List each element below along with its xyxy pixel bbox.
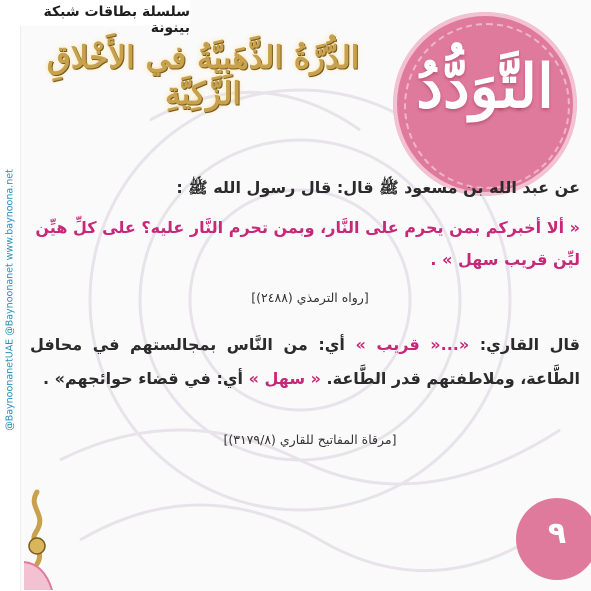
page-number: ٩: [547, 516, 567, 551]
qari-text-1: أي: من النَّاس بمجالستهم في محافل الطَّاعة، وملاطفتهم قدر الطَّاعة.: [30, 335, 580, 388]
hadith-text: « ألا أخبركم بمن يحرم على النَّار، وبمن تحرم النَّار عليه؟ على كلِّ هيِّن ليِّن قريب سهل » .: [35, 218, 580, 269]
qari-commentary: [30, 328, 580, 396]
qari-quote-2: « سهل »: [243, 369, 321, 388]
qari-quote-1: «...« قريب »: [344, 335, 470, 354]
book-title: الدُّرَّةُ الذَّهَبِيَّةُ في الأَخْلاقِ الزَّكِيَّةِ: [46, 40, 360, 112]
hadith-intro: عن عبد الله بن مسعود ﷺ قال: قال رسول الله ﷺ :: [176, 178, 580, 197]
page-curl-icon: [24, 542, 72, 590]
commentary-reference: [مرقاة المفاتيح للقاري (٣١٧٩/٨)]: [223, 432, 397, 447]
topic-title: التَّوَدُّدُ: [416, 52, 554, 122]
hadith-reference: [رواه الترمذي (٢٤٨٨)]: [251, 290, 369, 305]
social-sidebar: [0, 0, 21, 591]
qari-text-2: أي: في قضاء حوائجهم» .: [42, 369, 243, 388]
qari-lead: قال القاري:: [469, 335, 581, 354]
social-handles: @BaynoonanetUAE @Baynoonanet www.baynoona.net: [4, 169, 16, 431]
series-label: سلسلة بطاقات شبكة بينونة: [43, 4, 190, 36]
series-banner: [0, 0, 190, 36]
